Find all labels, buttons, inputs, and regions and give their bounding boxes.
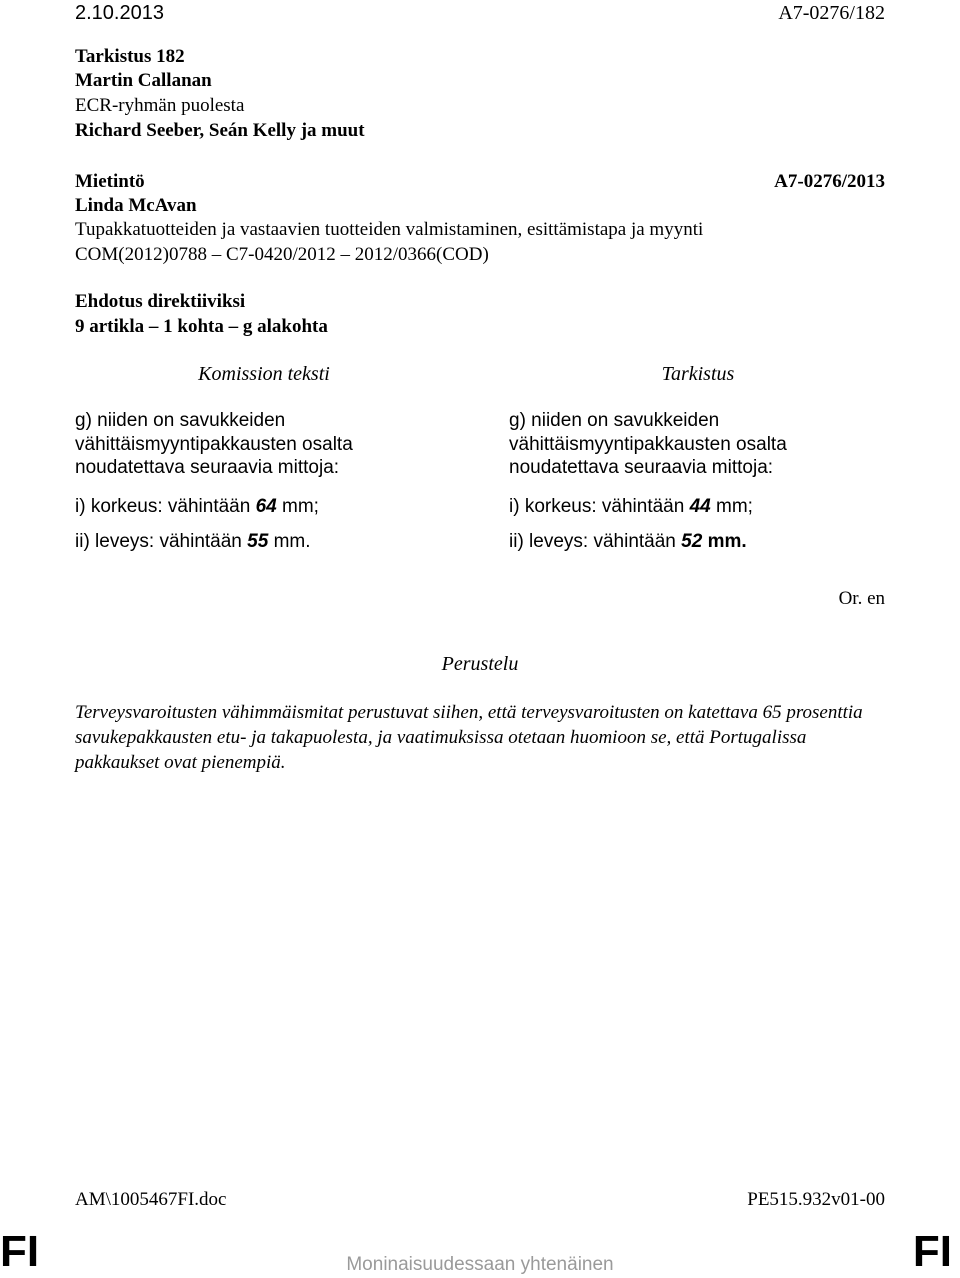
proposal-article: 9 artikla – 1 kohta – g alakohta [75,316,328,337]
left-item-i-prefix: i) korkeus: vähintään [75,496,256,517]
right-item-ii [509,530,747,554]
report-subject: Tupakkatuotteiden ja vastaavien tuotteiden valmistaminen, esittämistapa ja myynti [75,219,704,240]
left-item-i [75,495,319,519]
amendment-author: Martin Callanan [75,70,212,91]
left-item-ii-prefix: ii) leveys: vähintään [75,531,248,552]
report-procedure: COM(2012)0788 – C7-0420/2012 – 2012/0366(COD) [75,244,489,265]
left-column-header: Komission teksti [198,363,330,385]
footer-pe: PE515.932v01-00 [747,1189,885,1210]
footer-lang-right: FI [912,1227,952,1276]
header-date: 2.10.2013 [75,2,164,24]
right-g-text: g) niiden on savukkeiden vähittäismyyntipakkausten osalta noudatettava seuraavia mittoja: [509,410,787,478]
right-item-ii-suffix: mm. [702,531,747,552]
amendment-cosigners: Richard Seeber, Seán Kelly ja muut [75,120,365,141]
right-item-i-prefix: i) korkeus: vähintään [509,496,690,517]
left-g-text: g) niiden on savukkeiden vähittäismyyntipakkausten osalta noudatettava seuraavia mittoja: [75,410,353,478]
right-item-i [509,495,753,519]
proposal-type: Ehdotus direktiiviksi [75,291,246,312]
footer-doc: AM\1005467FI.doc [75,1189,227,1210]
justification-text: Terveysvaroitusten vähimmäismitat perustuvat siihen, että terveysvaroitusten on katettava 65 prosenttia savukepakkausten etu- ja takapuolesta, ja vaatimuksissa otetaan huomioon se, että Portugalissa pakkaukset ovat pienempiä. [75,702,863,773]
footer-lang-left: FI [0,1227,40,1276]
right-item-ii-value: 52 [681,531,703,552]
amendment-title: Tarkistus 182 [75,46,185,67]
amendment-group: ECR-ryhmän puolesta [75,95,245,116]
right-item-ii-prefix: ii) leveys: vähintään [509,531,682,552]
left-item-ii-value: 55 [247,531,269,552]
left-item-ii [75,530,311,554]
right-column-header: Tarkistus [661,363,735,385]
justification-heading: Perustelu [441,653,519,675]
original-language: Or. en [838,588,885,609]
report-rapporteur: Linda McAvan [75,195,197,216]
left-item-i-suffix: mm; [276,496,319,517]
header-ref: A7-0276/182 [778,2,885,24]
left-item-ii-suffix: mm. [268,531,311,552]
report-label: Mietintö [75,171,145,192]
right-item-i-suffix: mm; [710,496,753,517]
left-item-i-value: 64 [255,496,277,517]
report-ref: A7-0276/2013 [774,171,885,192]
right-item-i-value: 44 [689,496,711,517]
footer-motto: Moninaisuudessaan yhtenäinen [346,1254,614,1275]
